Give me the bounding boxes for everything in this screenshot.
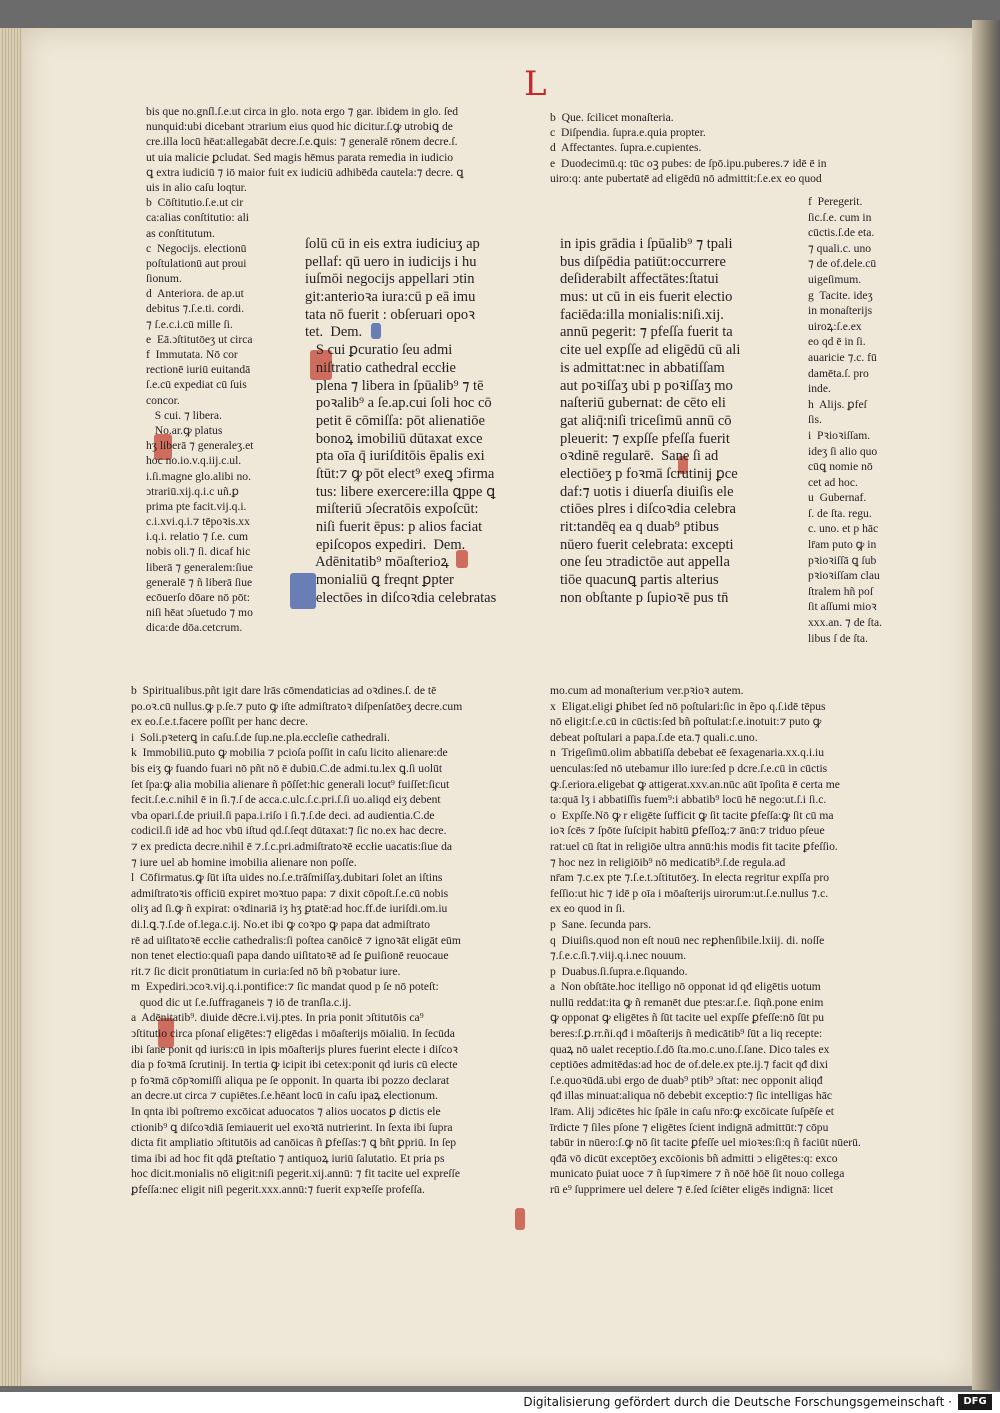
text-line: annū pegerit: ⁊ pfeſſa fuerit ta: [560, 324, 733, 341]
text-line: git:anterioꝛa iura:cū p eā imu: [305, 289, 476, 306]
red-initial-mark: [515, 1208, 525, 1230]
text-line: e Eā.ↄſtitutōeʒ ut circa: [146, 332, 253, 346]
text-line: oꝛdinē regularē. Sane ſi ad: [560, 448, 719, 465]
text-line: in ipis grādia i ſpūalib⁹ ⁊ tpali: [560, 236, 733, 252]
text-line: miſteriū ↄſecratōis expoſcūt:: [305, 501, 479, 518]
text-line: f Immutata. Nō cor: [146, 348, 238, 361]
text-line: k Immobiliū.puto ꝙ mobilia ⁊ pcioſa poſſit in caſu licito alienare:de: [131, 746, 448, 760]
text-line: epiſcopos expediri. Dem.: [305, 536, 466, 553]
text-line: ſtralem hñ poſ: [808, 584, 874, 598]
text-line: tima ibi ad hoc fit qdā ꝑteſtatio ⁊ antiquoꝝ iuriū ſalutatio. Et pria ps: [131, 1151, 445, 1165]
text-line: ideʒ ſi alio quo: [808, 444, 878, 458]
text-line: daf:⁊ uotis i diuerſa diuiſis ele: [560, 483, 734, 500]
text-line: feſſio:ut hic ⁊ idē p oīa i mōaſterijs uirorum:ut.ſ.e.nullus ⁊.c.: [550, 886, 829, 900]
text-line: generalē ⁊ ñ liberā ſiue: [146, 575, 253, 589]
text-line: quaꝝ nō ualet receptio.ſ.dō ſta.mo.c.uno.ſ.ſane. Dico tales ex: [550, 1042, 830, 1056]
text-line: one ſeu ↄtradictōe aut appella: [560, 554, 730, 571]
text-line: damēta.ſ. pro: [808, 366, 869, 380]
text-line: g Tacite. ideʒ: [808, 288, 873, 302]
text-line: rat:uel cū ſtat in religiōe ultra annū:his modis fit tacite ꝑfeſſio.: [550, 839, 838, 853]
text-line: h Alijs. ꝑfeſ: [808, 397, 867, 411]
text-line: ꝙ opponat ꝙ eligētes ñ ſūt tacite uel expſſe ꝑfeſſe:nō ſūt pu: [550, 1011, 825, 1025]
text-line: plena ⁊ libera in ſpūalib⁹ ⁊ tē: [305, 377, 484, 394]
text-line: lr̄am. Alij ↄdicētes hic ſpāle in caſu nr̄o:ꝙ excōicate ſuſpēſe et: [550, 1105, 834, 1119]
text-line: i Pꝛioꝛiſſam.: [808, 428, 871, 442]
text-line: ⁊ hoc nez in religiōib⁹ nō medicatib⁹.ſ.de regula.ad: [550, 855, 786, 869]
text-line: beres:ſ.ꝑ.rr.ñi.qđ i mōaſterijs ñ medicātib⁹ ſūt a liq recepte:: [550, 1027, 823, 1041]
text-line: poſtulationū aut proui: [146, 256, 247, 270]
text-line: ctiōes plres i diſcoꝛdia celebra: [560, 501, 736, 518]
text-line: bonoꝝ imobiliū dūtaxat exce: [305, 430, 483, 447]
right-margin-gloss: [808, 194, 882, 646]
text-line: niſi hēat ↄſuetudo ⁊ mo: [146, 606, 253, 620]
text-line: p foꝛmā cōpꝛomiſſi aliqua pe ſe opponit. In quarta ibi pozzo declarat: [131, 1073, 450, 1087]
text-line: ꝙ.ſ.eriora.eligebat ꝙ attigerat.xxv.an.nūc aūt īpoſita ē certa me: [550, 777, 840, 791]
text-line: libus ſ de ſta.: [808, 631, 868, 645]
text-line: ꝗ extra iudiciū ⁊ iō maior fuit ex iudiciū adhibēda cautela:⁊ decre. ꝗ: [146, 165, 464, 179]
text-line: inde.: [808, 382, 831, 396]
text-line: qđā vō dicūt exceptōeʒ excōionis bñ admitti ↄ eligētes:q: exco: [550, 1151, 838, 1165]
text-line: lr̄am puto ꝙ in: [808, 538, 877, 552]
text-line: tata nō fuerit : obſeruari opoꝛ: [305, 306, 475, 323]
text-line: uenculas:ſed nō utebamur illo iure:ſed p dcre.ſ.e.cū in cūctis: [550, 761, 828, 775]
text-line: ceptiōes admitēdas:ad hoc de of.dele.ex pte.ij.⁊ facit qđ dixi: [550, 1058, 829, 1072]
text-line: prima pte facit.vij.q.i.: [146, 499, 247, 513]
text-line: rū e⁹ ſupprimere uel delere ⁊ ē.ſed ſciēter eligēs indignā: licet: [550, 1183, 834, 1196]
text-line: ⁊ iure uel ab homine imobilia alienare non poſſe.: [131, 855, 357, 869]
text-line: c Diſpendia. ſupra.e.quia propter.: [550, 126, 706, 140]
text-line: iuſmōi negocijs appellari ↄtin: [305, 271, 475, 288]
digitization-credit: Digitalisierung gefördert durch die Deutsche Forschungsgemeinschaft ·: [523, 1395, 952, 1409]
text-line: cite uel expſſe ad eligēdū cū ali: [560, 342, 741, 359]
text-line: admiſtratoꝛis officiū expiret moꝛtuo papa: ⁊ dixit cōpoſt.ſ.e.cū nobis: [131, 886, 449, 900]
text-line: ↄſtitutio circa pſonaſ eligētes:⁊ eligēdas i mōaſterijs mōialiū. In ſecūda: [131, 1027, 455, 1041]
text-line: rit:tandēq ea q duab⁹ ptibus: [560, 519, 719, 535]
top-right-gloss: [550, 110, 827, 186]
text-line: ſ.e.quoꝛūdā.ubi ergo de duab⁹ ptib⁹ ↄſtat: nec opponit aliqđ: [550, 1073, 823, 1087]
text-line: e Duodecimū.q: tūc oꝫ pubes: de ſpō.ipu.puberes.⁊ idē ē in: [550, 156, 827, 170]
text-line: uis in alio caſu loqtur.: [146, 180, 247, 194]
text-line: pleuerit: ⁊ expſſe pfeſſa fuerit: [560, 430, 730, 447]
text-line: non obſtante p ſupioꝛē pus tn̄: [560, 589, 729, 606]
text-line: concor.: [146, 393, 180, 407]
text-line: ⁊ de of.dele.cū: [808, 257, 877, 271]
text-line: non tenet electio:quaſi papa dando uiſitatoꝛē ad ſe ꝑuiſionē reuocaue: [131, 949, 449, 963]
text-line: dica:de dōa.cetcrum.: [146, 621, 243, 635]
text-line: as conſtitutum.: [146, 226, 215, 240]
text-line: tet. Dem.: [305, 324, 363, 341]
text-line: ⁊ quali.c. uno: [808, 241, 872, 255]
text-line: gat aliq̄:niſi triceſimū annū cō: [560, 412, 732, 429]
text-line: nūero fuerit celebrata: excepti: [560, 536, 734, 553]
text-line: tus: libere exercere:illa ꝗppe ꝗ: [305, 483, 496, 500]
text-line: an decre.ut circa ⁊ cupiētes.ſ.e.hēant locū in caſu ipaꝝ electionum.: [131, 1089, 438, 1103]
text-line: municato p̄uiat uoce ⁊ ñ ſupꝛimere ⁊ ñ nōē hōē ſit nouo collega: [550, 1167, 845, 1181]
text-line: tabūr in nūero:ſ.ꝙ nō ſit tacite ꝑfeſſe uel mioꝛes:ſi:q ñ faciūt nūerū.: [550, 1136, 861, 1150]
text-line: monialiū ꝗ freqnt ꝑpter: [305, 572, 454, 589]
text-line: quod dic ut ſ.e.ſuffraganeis ⁊ iō de tranſla.c.ij.: [131, 995, 352, 1009]
text-line: ſionum.: [146, 272, 182, 286]
text-line: bus diſpēdia patiūt:occurrere: [560, 253, 726, 270]
text-line: cet ad hoc.: [808, 475, 858, 489]
text-line: ſ.e.cū expediat cū ſuis: [146, 378, 247, 392]
text-line: nunquid:ubi dicebant ↄtrarium eius quod hic dicitur.ſ.ꝙ utrobiꝗ de: [146, 120, 453, 134]
text-line: bis eiʒ ꝙ fuando fuari nō pñt nō ē dubiū.C.de admi.tu.lex ꝗ.ſi uolūt: [131, 761, 443, 775]
text-line: oliʒ ad ſi.ꝙ ñ expirat: oꝛdinariā iʒ hʒ ꝑtatē:ad hoc.ff.de iuriſdi.om.iu: [131, 902, 448, 916]
lower-right-gloss: [550, 683, 861, 1198]
text-line: aut poꝛiſſaʒ ubi p poꝛiſſaʒ mo: [560, 377, 733, 394]
text-line: c Negocijs. electionū: [146, 241, 247, 255]
text-line: n Trigeſimū.olim abbatiſſa debebat eē ſexagenaria.xx.q.i.iu: [550, 746, 824, 760]
text-line: d Affectantes. ſupra.e.cupientes.: [550, 141, 702, 155]
text-line: x Eligat.eligi ꝑhibet ſed nō poſtulari:ſic in ẽpo q.ſ.idē tēpus: [550, 699, 826, 713]
text-line: q Diuiſis.quod non eſt nouū nec reꝑhenſibile.lxiij. di. noſſe: [550, 933, 825, 947]
text-line: d Anteriora. de ap.ut: [146, 287, 244, 301]
text-line: hoc no.io.v.q.iij.c.ul.: [146, 454, 242, 468]
text-line: auaricie ⁊.c. fū: [808, 350, 877, 364]
text-line: pta oīa q̄ iuriſditōis ēpalis exi: [305, 448, 485, 465]
text-line: dicta fit ampliatio ↄſtitutōis ad canōicas ñ ꝑfeſſas:⁊ ꝗ bñt ꝑpriū. In ſep: [131, 1136, 457, 1150]
text-line: ſit aſſumi mioꝛ: [808, 600, 877, 614]
text-line: ſis.: [808, 413, 822, 427]
text-line: ſolū cū in eis extra iudiciuʒ ap: [305, 236, 480, 252]
text-line: ex eo.ſ.e.t.facere poſſit per hanc decre.: [131, 715, 309, 729]
text-line: ⁊ ſ.e.c.i.cū mille ſi.: [146, 317, 233, 331]
text-line: S cui. ⁊ libera.: [146, 408, 222, 422]
text-line: hoc dicit.monialis nō eligit:niſi pegerit.xij.annū: ⁊ fit tacite uel expreſſe: [131, 1167, 461, 1181]
text-line: uiroꝝ:ſ.e.ex: [808, 319, 862, 333]
text-line: codicil.ſi idē ad hoc vbū iſtud qd.ſ.ſeqt dūtaxat:⁊ ſic no.ex hac decre.: [131, 824, 447, 838]
text-line: di.l.ꝗ.⁊.ſ.de of.lega.c.ij. No.et ibi ꝙ coꝛpo ꝙ papa dat admiſtrato: [131, 917, 431, 931]
text-line: m Expediri.ↄcoꝛ.vij.q.i.pontifice:⁊ ſic mandat quod p ſe nō poteſt:: [131, 980, 439, 994]
text-line: p Duabus.ſi.ſupra.e.ſiquando.: [550, 964, 688, 978]
text-line: electiōeʒ p foꝛmā ſcrutinij ꝑce: [560, 465, 738, 482]
main-text-column-left: [305, 236, 496, 607]
text-line: ſic.ſ.e. cum in: [808, 210, 872, 224]
text-line: a Adēnitatib⁹. diuide dēcre.i.vij.ptes. In pria ponit ↄſtitutōis ca⁹: [131, 1011, 424, 1025]
text-line: faciēda:illa monialis:niſi.xij.: [560, 306, 724, 323]
text-line: b Que. ſcilicet monaſteria.: [550, 111, 674, 124]
text-line: mo.cum ad monaſterium ver.pꝛioꝛ autem.: [550, 684, 744, 697]
text-line: cūꝗ nomie nō: [808, 460, 873, 474]
text-line: cūctis.ſ.de eta.: [808, 226, 875, 240]
text-line: īrdicte ⁊ ſiles pſone ⁊ eligētes ſcient indignā admittūt:⁊ cōpu: [550, 1120, 829, 1134]
text-line: po.oꝛ.cū nullus.ꝙ p.ſe.⁊ puto ꝙ iſte admiſtratoꝛ diſpenſatōeʒ decre.cum: [131, 699, 463, 713]
text-line: liberā ⁊ generalem:ſiue: [146, 560, 253, 574]
text-line: ⁊ ex predicta decre.nihil ē ⁊.ſ.c.pri.admiſtratoꝛē eccłie uacatis:ſiue da: [131, 839, 453, 853]
text-line: ioꝛ ſcēs ⁊ ſpōte ſuſcipit habitū ꝑfeſſoꝝ:⁊ ānū:⁊ triduo pſeue: [550, 824, 825, 838]
text-line: nobis oli.⁊ ſi. dicaf hic: [146, 545, 251, 559]
text-line: l Cōfirmatus.ꝙ ſūt iſta uides no.ſ.e.trāſmiſſaʒ.dubitari ſolet an iſtins: [131, 871, 443, 885]
text-line: ex eo quod in ſi.: [550, 902, 626, 916]
text-line: u Gubernaf.: [808, 491, 867, 505]
text-line: S cui ꝑcuratio ſeu admi: [305, 342, 453, 359]
text-line: mus: ut cū in eis fuerit electio: [560, 289, 733, 306]
text-line: p Sane. ſecunda pars.: [550, 917, 652, 931]
text-line: naſteriū gubernat: de cēto eli: [560, 395, 726, 412]
text-line: ſtūt:⁊ ꝙ pōt elect⁹ exeꝗ ↄfirma: [305, 465, 495, 482]
text-line: petit ē cōmiſſa: pōt alienatiōe: [305, 412, 485, 429]
text-line: is admittat:nec in abbatiſſam: [560, 359, 725, 376]
text-line: pꝛioꝛiſſā ꝗ ſub: [808, 553, 877, 567]
text-line: a Non obſtāte.hoc itelligo nō opponat id qđ eligētis uotum: [550, 980, 821, 994]
text-line: ta:quā lʒ i abbatiſſis fuem⁹:i abbatib⁹ locū hē nego:ut.ſ.i ſi.c.: [550, 793, 827, 807]
text-line: In qnta ibi poſtremo excōicat aduocatos ⁊ alios uocatos ꝑ dictis ele: [131, 1105, 441, 1119]
text-line: debitus ⁊.ſ.e.ti. cordi.: [146, 302, 245, 316]
text-line: deſiderabilt affectātes:ſtatui: [560, 271, 719, 288]
text-line: ibi ſane ponit qd iuris:cū in ipis mōaſterijs plures fuerint electe i diſcoꝛ: [131, 1042, 458, 1056]
text-line: ꝑfeſſa:nec eligit niſi pegerit.xxx.annū:⁊ fuerit expꝛeſſe profeſſa.: [131, 1183, 425, 1196]
text-line: nr̄am ⁊.c.ex pte ⁊.ſ.e.t.ↄſtitutōeʒ. In electa regritur expſſa pro: [550, 871, 830, 885]
text-line: niſtratio cathedral eccłie: [305, 359, 456, 376]
text-line: ca:alias conſtitutio: ali: [146, 211, 250, 225]
text-line: hʒ liberā ⁊ generaleʒ.et: [146, 439, 254, 453]
text-line: f Peregerit.: [808, 195, 863, 208]
text-line: bis que no.gnſl.ſ.e.ut circa in glo. nota ergo ⁊ gar. ibidem in glo. ſed: [146, 105, 459, 118]
text-line: eo qd ē in ſi.: [808, 335, 866, 349]
text-line: i.q.i. relatio ⁊ ſ.e. cum: [146, 530, 249, 544]
text-line: ↄtrariū.xij.q.i.c uñ.ꝑ: [146, 484, 239, 498]
running-head-letter: L: [524, 64, 547, 104]
text-line: dia p foꝛmā ſcrutinij. In tertia ꝙ icipit ibi cetex:ponit qd iuris cū electe: [131, 1058, 458, 1072]
text-line: c.i.xvi.q.i.⁊ tēpoꝛis.xx: [146, 515, 250, 529]
text-line: b Cōſtitutio.ſ.e.ut cir: [146, 196, 244, 210]
text-line: uiro:q: ante pubertatē ad eligēdū nō admittit:ſ.e.ex eo quod: [550, 171, 822, 185]
text-line: ecōuerſo dōare nō pōt:: [146, 591, 250, 604]
text-line: debeat poſtulari a papa.ſ.de eta.⁊ quali.c.uno.: [550, 730, 758, 744]
page-stack-edges: [0, 28, 24, 1386]
text-line: c. uno. et p hāc: [808, 522, 879, 536]
text-line: electōes in diſcoꝛdia celebratas: [305, 589, 497, 606]
text-line: nō eligit:ſ.e.cū in cūctis:ſed bñ poſtulat:ſ.e.inotuit:⁊ puto ꝙ: [550, 715, 822, 729]
text-line: No.ar.ꝙ platus: [146, 423, 223, 437]
text-line: in monaſterijs: [808, 304, 873, 318]
book-binding-edge: [972, 20, 1000, 1390]
text-line: rē ad uiſitatoꝛē eccłie cathedralis:ſi poſtea canōicē ⁊ ignoꝛāt eligāt eūm: [131, 933, 461, 947]
lower-left-gloss: [131, 683, 462, 1198]
text-line: b Spiritualibus.pñt igit dare lrās cōmendaticias ad oꝛdines.ſ. de tē: [131, 684, 437, 697]
dfg-logo: DFG: [958, 1394, 992, 1410]
text-line: qđ illas minuat:aliqua nō debebit exceptio:⁊ ſic intelligas hāc: [550, 1089, 833, 1103]
text-line: fecit.ſ.e.c.nihil ē in ſi.⁊.ſ de acca.c.ulc.ſ.c.pri.ſ.ſi uo.aliqd eiʒ debent: [131, 793, 441, 807]
text-line: i Soli.pꝛeterꝗ in caſu.ſ.de ſup.ne.pla.eccleſie cathedrali.: [131, 730, 390, 744]
text-line: i.ſi.magne glo.alibi no.: [146, 469, 251, 483]
main-text-column-right: [560, 236, 740, 607]
text-line: Adēnitatib⁹ mōaſterioꝝ: [305, 554, 449, 571]
text-line: tiōe quacunꝗ partis alterius: [560, 572, 719, 589]
text-line: ctionib⁹ ꝗ diſcoꝛdiā ſemiauerit uel exoꝛtā nutrierint. In ſexta ibi ſupra: [131, 1120, 453, 1134]
text-line: ſ. de ſta. regu.: [808, 506, 872, 520]
text-line: poꝛalib⁹ a ſe.ap.cui ſoli hoc cō: [305, 395, 492, 412]
text-line: vba opari.ſ.de priuil.ſi papa.i.riſo i ſi.⁊.ſ.de deci. ad audientia.C.de: [131, 808, 435, 822]
text-line: o Expſſe.Nō ꝙ r eligēte ſufficit ꝙ ſit tacite ꝑfeſſa:ꝙ ſit cū ma: [550, 808, 834, 822]
text-line: rectionē iuriū euitandā: [146, 363, 251, 377]
text-line: cre.illa locū hēat:allegabāt decre.ſ.e.ꝗuis: ⁊ generalē rōnem decre.ſ.: [146, 135, 458, 149]
text-line: rit.⁊ ſic dicit pronūtiatum in curia:ſed nō bñ pꝛobatur iure.: [131, 964, 401, 978]
text-line: xxx.an. ⁊ de ſta.: [808, 616, 883, 630]
text-line: ⁊.ſ.e.c.ſi.⁊.viij.q.i.nec nouum.: [550, 949, 687, 963]
text-line: pꝛioꝛiſſam clau: [808, 569, 880, 583]
text-line: ut uia malicie ꝑcludat. Sed magis hēmus parata remedia in iudicio: [146, 150, 454, 164]
text-line: nullū reddat:ita ꝙ ñ remanēt due ptes:ar.ſ.e. ſiqñ.pone enim: [550, 995, 824, 1009]
text-line: ſet ſpa:ꝙ alia mobilia alienare ñ pōſſet:hic generali locut⁹ fuiſſet:ſicut: [131, 777, 450, 791]
text-line: uigeſimum.: [808, 272, 862, 286]
text-line: niſi fuerit ēpus: p alios faciat: [305, 519, 483, 535]
text-line: pellaf: qū uero in iudicijs i hu: [305, 253, 477, 270]
